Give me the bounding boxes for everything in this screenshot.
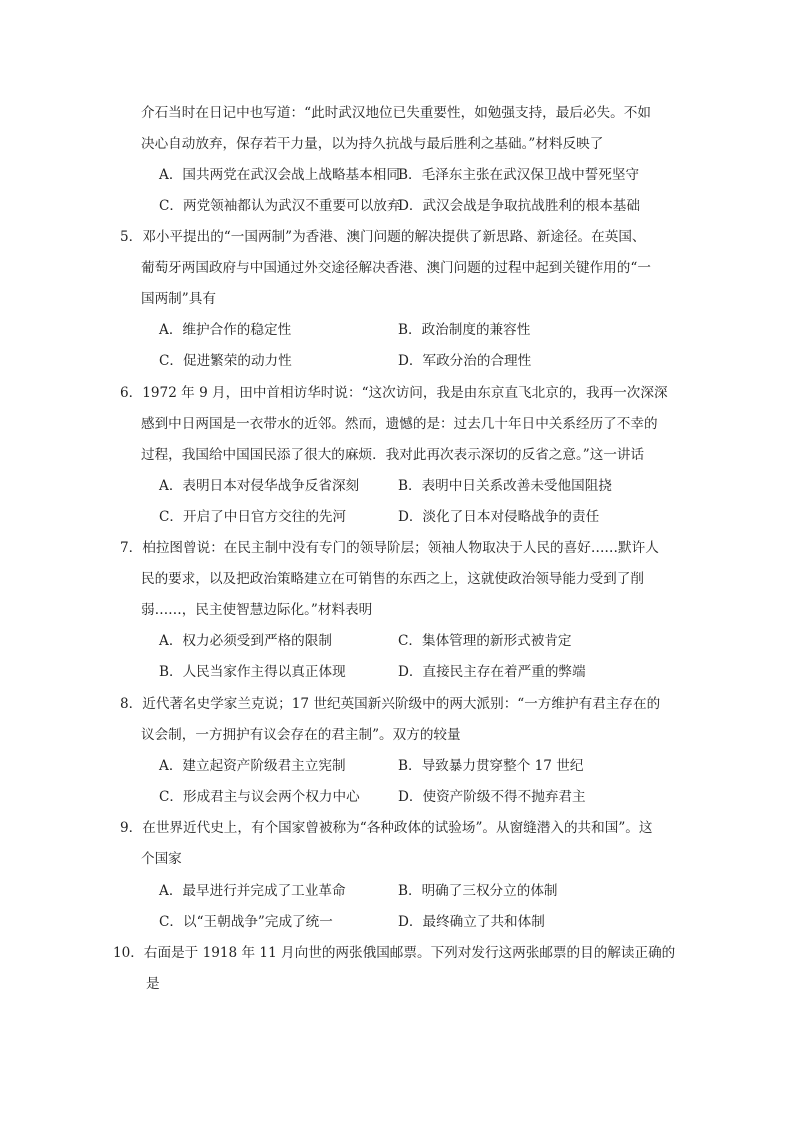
q6-stem-line-2: 感到中日两国是一衣带水的近邻。然而，遗憾的是：过去几十年日中关系经历了不幸的 xyxy=(141,416,658,432)
q8-option-c: C．形成君主与议会两个权力中心 xyxy=(159,789,360,805)
q5-option-b: B．政治制度的兼容性 xyxy=(398,322,531,338)
q5-stem-line-1: 5．邓小平提出的“一国两制”为香港、澳门问题的解决提供了新思路、新途径。在英国、 xyxy=(120,229,646,245)
q8-option-b: B．导致暴力贯穿整个 17 世纪 xyxy=(398,758,584,774)
q7-option-c: C．集体管理的新形式被肯定 xyxy=(398,633,572,649)
q5-stem-line-3: 国两制”具有 xyxy=(141,291,216,307)
q4-option-b: B．毛泽东主张在武汉保卫战中誓死坚守 xyxy=(398,167,640,183)
q9-stem-line-2: 个国家 xyxy=(141,851,182,867)
q9-stem-line-1: 9．在世界近代史上，有个国家曾被称为“各种政体的试验场”。从窗缝潜入的共和国”。这 xyxy=(120,820,653,836)
q5-option-c: C．促进繁荣的动力性 xyxy=(159,353,292,369)
q4-option-c: C．两党领袖都认为武汉不重要可以放弃 xyxy=(159,198,401,214)
q7-option-d: D．直接民主存在着严重的弊端 xyxy=(398,664,586,680)
q5-stem-line-2: 葡萄牙两国政府与中国通过外交途径解决香港、澳门问题的过程中起到关键作用的“一 xyxy=(141,260,651,276)
q9-option-b: B．明确了三权分立的体制 xyxy=(398,883,558,899)
q7-option-a: A．权力必须受到严格的限制 xyxy=(159,633,332,649)
q7-stem-line-3: 弱……，民主使智慧边际化。”材料表明 xyxy=(141,602,373,618)
q7-stem-line-1: 7．柏拉图曾说：在民主制中没有专门的领导阶层；领袖人物取决于人民的喜好……默许人 xyxy=(120,540,659,556)
q6-option-a: A．表明日本对侵华战争反省深刻 xyxy=(159,478,360,494)
q7-stem-line-2: 民的要求，以及把政治策略建立在可销售的东西之上，这就使政治领导能力受到了削 xyxy=(141,571,644,587)
q9-option-a: A．最早进行并完成了工业革命 xyxy=(159,883,346,899)
q4-stem-line-1: 介石当时在日记中也写道：“此时武汉地位已失重要性，如勉强支持，最后必失。不如 xyxy=(141,105,651,121)
q4-option-d: D．武汉会战是争取抗战胜利的根本基础 xyxy=(398,198,640,214)
q10-stem-line-1: 10．右面是于 1918 年 11 月向世的两张俄国邮票。下列对发行这两张邮票的目的解读正确的 xyxy=(113,945,676,961)
q4-stem-line-2: 决心自动放弃，保存若干力量，以为持久抗战与最后胜利之基础。”材料反映了 xyxy=(141,136,604,152)
q6-stem-line-3: 过程，我国给中国国民添了很大的麻烦．我对此再次表示深切的反省之意。”这一讲话 xyxy=(141,447,645,463)
q9-option-d: D．最终确立了共和体制 xyxy=(398,914,545,930)
q6-option-d: D．淡化了日本对侵略战争的责任 xyxy=(398,509,600,525)
q7-option-b: B．人民当家作主得以真正体现 xyxy=(159,664,346,680)
q8-option-d: D．使资产阶级不得不抛弃君主 xyxy=(398,789,586,805)
q8-option-a: A．建立起资产阶级君主立宪制 xyxy=(159,758,346,774)
q4-option-a: A．国共两党在武汉会战上战略基本相同 xyxy=(159,167,400,183)
q9-option-c: C．以“王朝战争”完成了统一 xyxy=(159,914,333,930)
q10-stem-line-2: 是 xyxy=(146,976,160,992)
q6-option-b: B．表明中日关系改善未受他国阻挠 xyxy=(398,478,612,494)
q8-stem-line-2: 议会制，一方拥护有议会存在的君主制”。双方的较量 xyxy=(141,727,461,743)
q5-option-d: D．军政分治的合理性 xyxy=(398,353,532,369)
q8-stem-line-1: 8．近代著名史学家兰克说；17 世纪英国新兴阶级中的两大派别：“一方维护有君主存在的 xyxy=(120,696,661,712)
q6-option-c: C．开启了中日官方交往的先河 xyxy=(159,509,347,525)
q5-option-a: A．维护合作的稳定性 xyxy=(159,322,292,338)
q6-stem-line-1: 6．1972 年 9 月，田中首相访华时说：“这次访问，我是由东京直飞北京的，我再一次深深 xyxy=(120,385,668,401)
